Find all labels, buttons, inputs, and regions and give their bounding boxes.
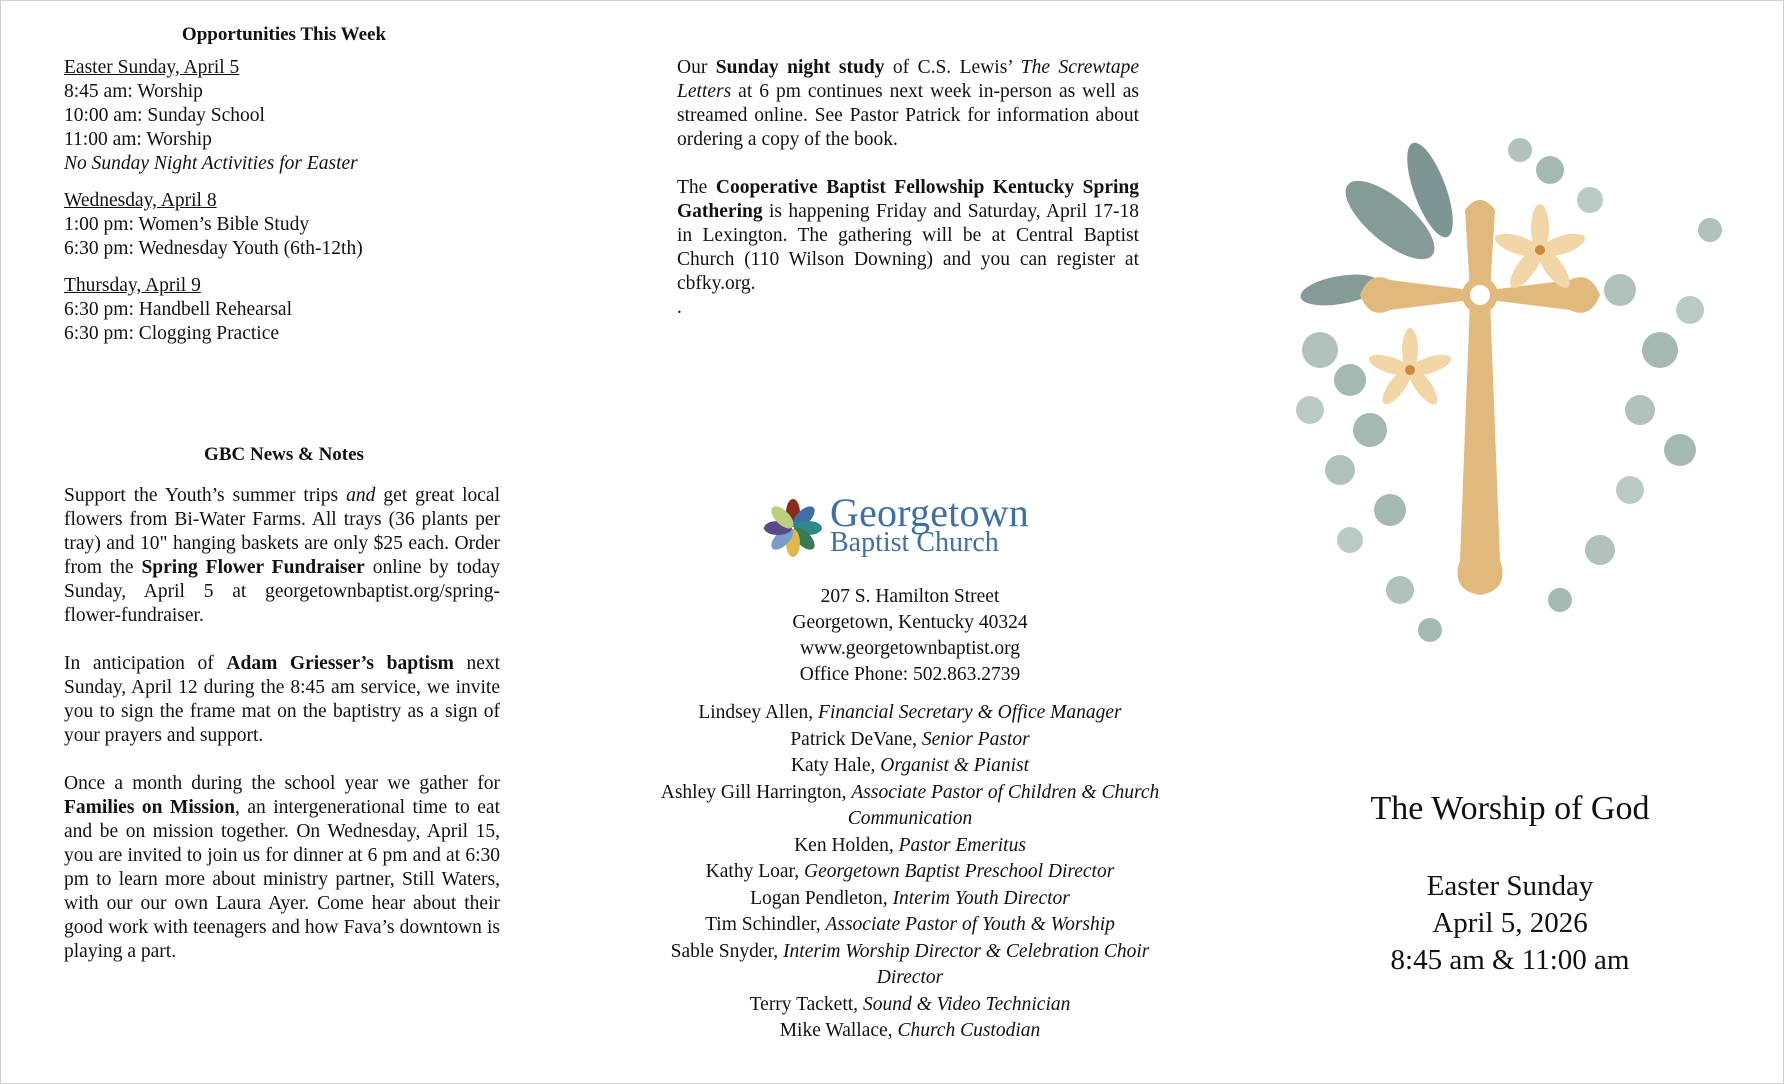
text-bold: Adam Griesser’s baptism — [226, 653, 454, 674]
staff-name: Kathy Loar, — [705, 861, 804, 882]
staff-member — [640, 833, 1180, 860]
news-body — [64, 484, 500, 964]
cbf-paragraph — [677, 176, 1139, 296]
staff-member — [640, 886, 1180, 913]
cross-with-flowers-icon — [1280, 130, 1740, 650]
schedule-line: 6:30 pm: Wednesday Youth (6th-12th) — [64, 238, 363, 259]
text: at 6 pm continues next week in-person as well as streamed online. See Pastor Patrick for information about ordering a copy of the book. — [677, 81, 1139, 150]
text-bold: Spring Flower Fundraiser — [141, 557, 365, 578]
stray-dot: . — [677, 297, 682, 318]
text: of C.S. Lewis’ — [884, 57, 1021, 78]
schedule-day — [64, 189, 500, 261]
staff-role: Georgetown Baptist Preschool Director — [803, 861, 1115, 882]
staff-role: Financial Secretary & Office Manager — [818, 702, 1122, 723]
schedule — [64, 56, 500, 346]
staff-name: Mike Wallace, — [779, 1020, 898, 1041]
announcements — [677, 56, 1139, 320]
staff-member — [640, 992, 1180, 1019]
staff-role: Senior Pastor — [921, 728, 1030, 750]
staff-member — [640, 859, 1180, 886]
staff-role: Interim Youth Director — [892, 887, 1070, 909]
text-italic: The Screwtape Letters — [677, 57, 1139, 102]
text: is happening Friday and Saturday, April 17-18 in Lexington. The gathering will be at Central Baptist Church (110 Wilson Downing) and you can register at cbfky.org. — [677, 201, 1139, 294]
column-middle — [677, 56, 1139, 320]
text: online by today Sunday, April 5 at georgetownbaptist.org/spring-flower-fundraiser. — [64, 557, 500, 626]
staff-member — [640, 912, 1180, 939]
staff-member — [640, 700, 1180, 727]
staff-name: Lindsey Allen, — [698, 702, 819, 723]
text: In anticipation of — [64, 653, 227, 674]
staff-name: Logan Pendleton, — [750, 887, 893, 909]
website: www.georgetownbaptist.org — [799, 638, 1021, 659]
schedule-line: 6:30 pm: Handbell Rehearsal — [64, 299, 292, 320]
study-paragraph — [677, 56, 1139, 152]
text: next Sunday, April 12 during the 8:45 am service, we invite you to sign the frame mat on the baptistry as a sign of your prayers and support. — [64, 653, 501, 746]
day-heading: Wednesday, April 8 — [64, 190, 217, 211]
staff-role: Pastor Emeritus — [898, 834, 1026, 856]
staff-name: Terry Tackett, — [749, 993, 863, 1015]
staff-role: Organist & Pianist — [880, 755, 1030, 776]
staff-member — [640, 727, 1180, 754]
service-details — [1300, 868, 1720, 979]
staff-role: Church Custodian — [897, 1020, 1041, 1041]
staff-list — [640, 700, 1180, 1045]
staff-member — [640, 939, 1180, 992]
address-line: 207 S. Hamilton Street — [820, 586, 1000, 607]
eucalyptus-leaves — [1296, 138, 1722, 642]
staff-role: Associate Pastor of Children & Church Communication — [847, 781, 1160, 829]
service-date: April 5, 2026 — [1432, 907, 1588, 939]
staff-role: Sound & Video Technician — [862, 993, 1071, 1015]
staff-role: Associate Pastor of Youth & Worship — [825, 914, 1115, 935]
staff-name: Tim Schindler, — [705, 914, 826, 935]
schedule-day — [64, 56, 500, 176]
logo-flower-icon — [760, 495, 826, 561]
city-line: Georgetown, Kentucky 40324 — [792, 612, 1028, 633]
schedule-line: 8:45 am: Worship — [64, 81, 203, 102]
news-paragraph — [64, 484, 500, 628]
logo-subtitle: Baptist Church — [830, 527, 999, 558]
text-bold: Sunday night study — [715, 57, 885, 78]
staff-member — [640, 780, 1180, 833]
day-heading: Easter Sunday, April 5 — [64, 57, 240, 78]
column-left — [64, 0, 500, 964]
text: get great local flowers from Bi-Water Farms. All trays (36 plants per tray) and 10" hanging baskets are only $25 each. Order from the — [64, 485, 500, 578]
text-bold: Cooperative Baptist Fellowship Kentucky Spring Gathering — [677, 177, 1139, 222]
text: Our — [677, 57, 716, 78]
news-paragraph — [64, 772, 500, 964]
staff-name: Ken Holden, — [794, 834, 899, 856]
text: Once a month during the school year we gather for — [64, 773, 500, 794]
staff-member — [640, 1018, 1180, 1045]
schedule-note: No Sunday Night Activities for Easter — [64, 153, 358, 174]
text-italic: and — [346, 485, 376, 506]
schedule-line: 11:00 am: Worship — [64, 129, 212, 150]
schedule-line: 10:00 am: Sunday School — [64, 105, 265, 126]
text-bold: Families on Mission — [64, 797, 235, 818]
staff-name: Sable Snyder, — [670, 940, 784, 962]
staff-member — [640, 753, 1180, 780]
text: , an intergenerational time to eat and be on mission together. On Wednesday, April 15, you are invited to join us for dinner at 6 pm and at 6:30 pm to learn more about ministry partner, Still Waters, with our our own Laura Ayer. Come hear about their good work with teenagers and how Fava’s downtown is playing a part. — [64, 797, 500, 962]
schedule-line: 1:00 pm: Women’s Bible Study — [64, 214, 310, 235]
contact-info — [640, 584, 1180, 688]
schedule-day — [64, 274, 500, 346]
staff-name: Patrick DeVane, — [790, 728, 922, 750]
news-title: GBC News & Notes — [204, 444, 364, 465]
schedule-line: 6:30 pm: Clogging Practice — [64, 323, 280, 344]
staff-name: Ashley Gill Harrington, — [660, 781, 852, 803]
text: The — [677, 177, 716, 198]
news-paragraph — [64, 652, 500, 748]
service-title: The Worship of God — [1370, 790, 1650, 827]
logo-name: Georgetown — [830, 490, 1029, 535]
service-times: 8:45 am & 11:00 am — [1390, 944, 1630, 976]
opportunities-title: Opportunities This Week — [181, 24, 387, 45]
occasion: Easter Sunday — [1426, 870, 1594, 902]
office-phone: Office Phone: 502.863.2739 — [799, 664, 1021, 685]
day-heading: Thursday, April 9 — [64, 275, 201, 296]
text: Support the Youth’s summer trips — [64, 485, 347, 506]
church-logo — [760, 490, 1040, 563]
staff-name: Katy Hale, — [790, 755, 881, 776]
staff-role: Interim Worship Director & Celebration Choir Director — [783, 940, 1150, 988]
